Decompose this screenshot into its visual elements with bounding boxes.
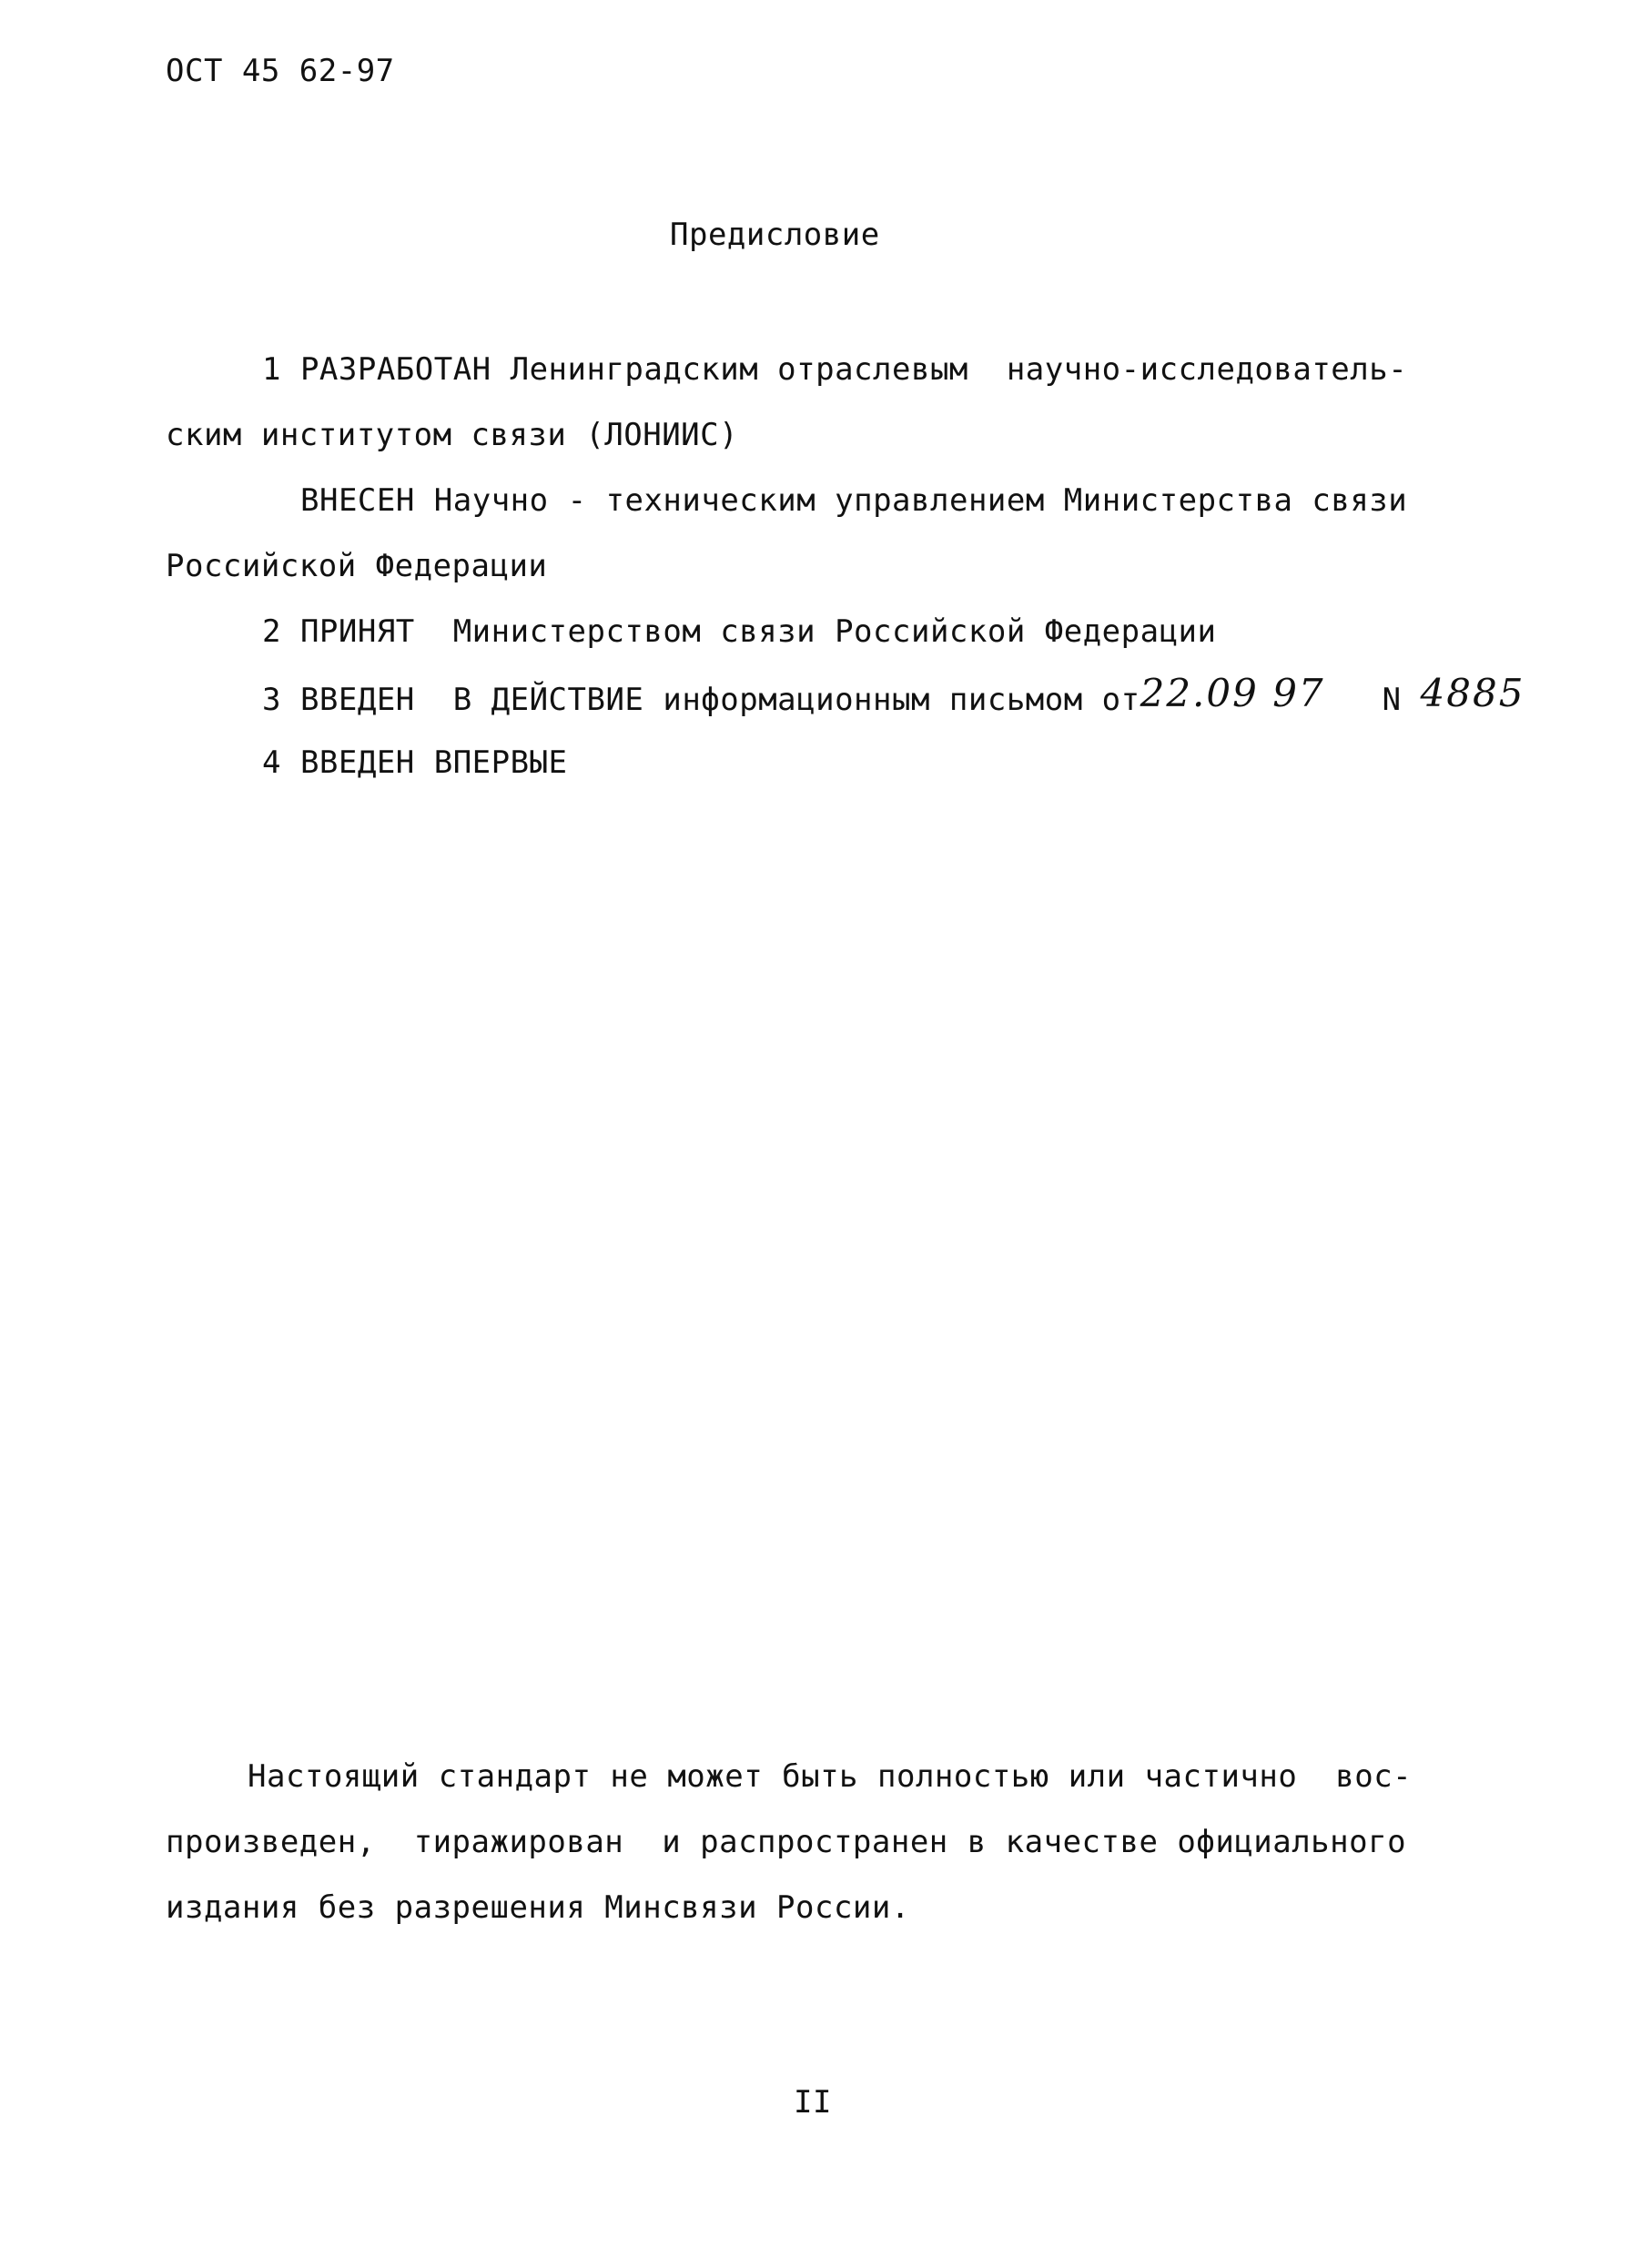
notice-line-1: Настоящий стандарт не может быть полностью или частично вос- [248,1758,1413,1795]
item-3-text: 3 ВВЕДЕН В ДЕЙСТВИЕ информационным письмом от [262,682,1140,718]
item-2: 2 ПРИНЯТ Министерством связи Российской Федерации [262,613,1217,650]
item-3 [262,671,1525,718]
vnesen-line-2: Российской Федерации [166,548,548,584]
number-sign: N [1382,682,1402,718]
item-1-line-2: ским институтом связи (ЛОНИИС) [166,417,739,453]
notice-line-2: произведен, тиражирован и распространен в качестве официального [166,1824,1407,1860]
handwritten-date: 22.09 97 [1140,671,1325,715]
handwritten-number: 4885 [1420,671,1525,715]
page-title: Предисловие [670,217,880,253]
vnesen-line-1: ВНЕСЕН Научно - техническим управлением Министерства связи [300,482,1408,519]
standard-code: ОСТ 45 62-97 [166,53,395,89]
item-4: 4 ВВЕДЕН ВПЕРВЫЕ [262,744,568,781]
notice-line-3: издания без разрешения Минсвязи России. [166,1889,910,1926]
page-number: II [794,2084,832,2121]
item-1-line-1: 1 РАЗРАБОТАН Ленинградским отраслевым научно-исследователь- [262,351,1408,388]
